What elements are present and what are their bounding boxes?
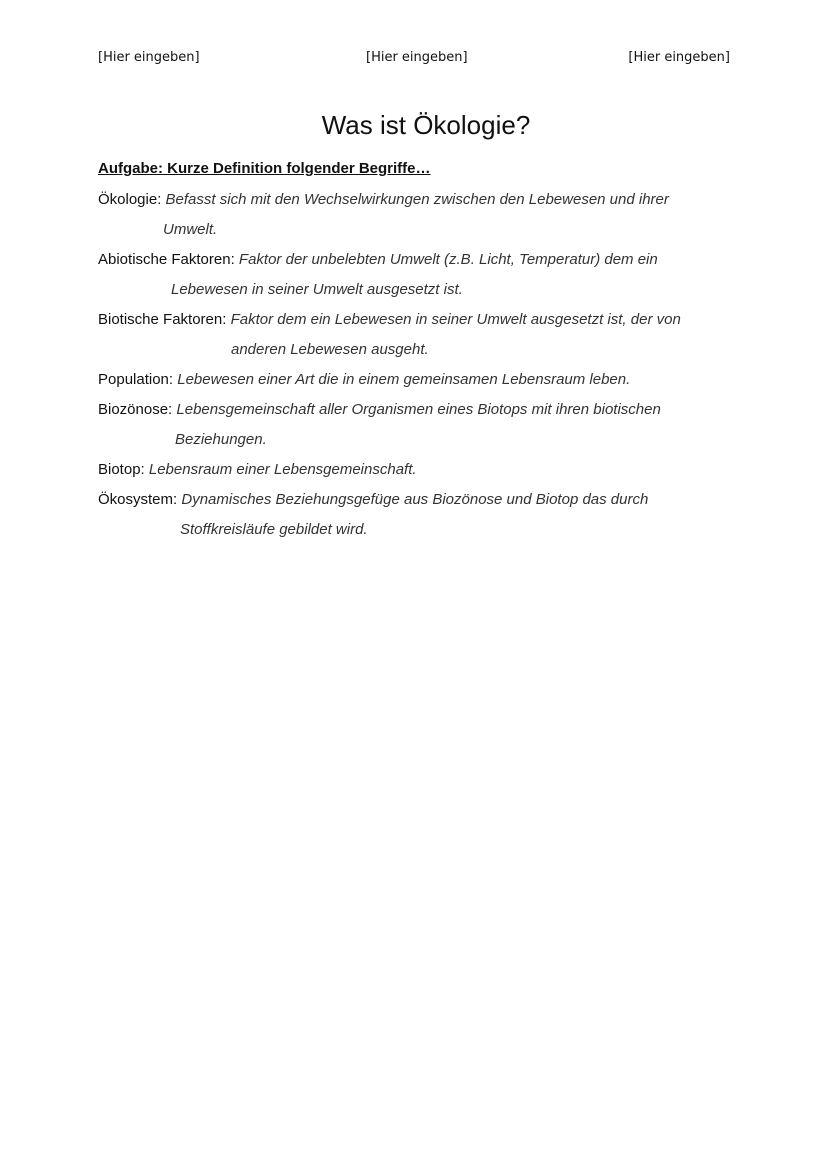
definition-text-continued: anderen Lebewesen ausgeht. [231,341,429,358]
definition-population [98,365,728,395]
definition-line [98,395,728,425]
definition-abiotische-faktoren [98,245,728,305]
header-left-placeholder[interactable]: [Hier eingeben] [98,50,200,65]
definition-term: Biotop: [98,461,145,478]
definition-text: Lebensraum einer Lebensgemeinschaft. [148,461,417,478]
definition-term: Ökosystem: [98,491,178,508]
definition-text: Lebensgemeinschaft aller Organismen eines Biotops mit ihren biotischen [176,401,661,418]
task-heading: Aufgabe: Kurze Definition folgender Begriffe… [98,160,431,177]
definition-oekosystem [98,485,728,545]
definition-text-continued: Umwelt. [163,221,218,238]
definition-biotop [98,455,728,485]
definition-line [98,305,728,335]
definition-oekologie [98,185,728,245]
definition-term: Biozönose: [98,401,173,418]
definition-text: Befasst sich mit den Wechselwirkungen zwischen den Lebewesen und ihrer [165,191,669,208]
definition-line [98,365,728,395]
definition-text: Lebewesen einer Art die in einem gemeinsamen Lebensraum leben. [177,371,631,388]
header-right-placeholder[interactable]: [Hier eingeben] [628,50,730,65]
definition-term: Ökologie: [98,191,162,208]
definition-line [98,185,728,215]
definition-text: Faktor dem ein Lebewesen in seiner Umwelt ausgesetzt ist, der von [230,311,681,328]
definition-term: Abiotische Faktoren: [98,251,235,268]
header-center-placeholder[interactable]: [Hier eingeben] [366,50,468,65]
definition-text-continued: Stoffkreisläufe gebildet wird. [180,521,368,538]
definition-line [98,485,728,515]
definition-biotische-faktoren [98,305,728,365]
definition-term: Biotische Faktoren: [98,311,227,328]
page-header [98,50,730,68]
definition-text: Faktor der unbelebten Umwelt (z.B. Licht, Temperatur) dem ein [238,251,658,268]
definition-text: Dynamisches Beziehungsgefüge aus Biozönose und Biotop das durch [181,491,649,508]
page-title: Was ist Ökologie? [321,110,531,140]
definition-term: Population: [98,371,174,388]
definition-line [98,245,728,275]
definition-biozoenose [98,395,728,455]
definition-line [98,455,728,485]
definition-text-continued: Beziehungen. [175,431,267,448]
definition-text-continued: Lebewesen in seiner Umwelt ausgesetzt ist. [171,281,463,298]
